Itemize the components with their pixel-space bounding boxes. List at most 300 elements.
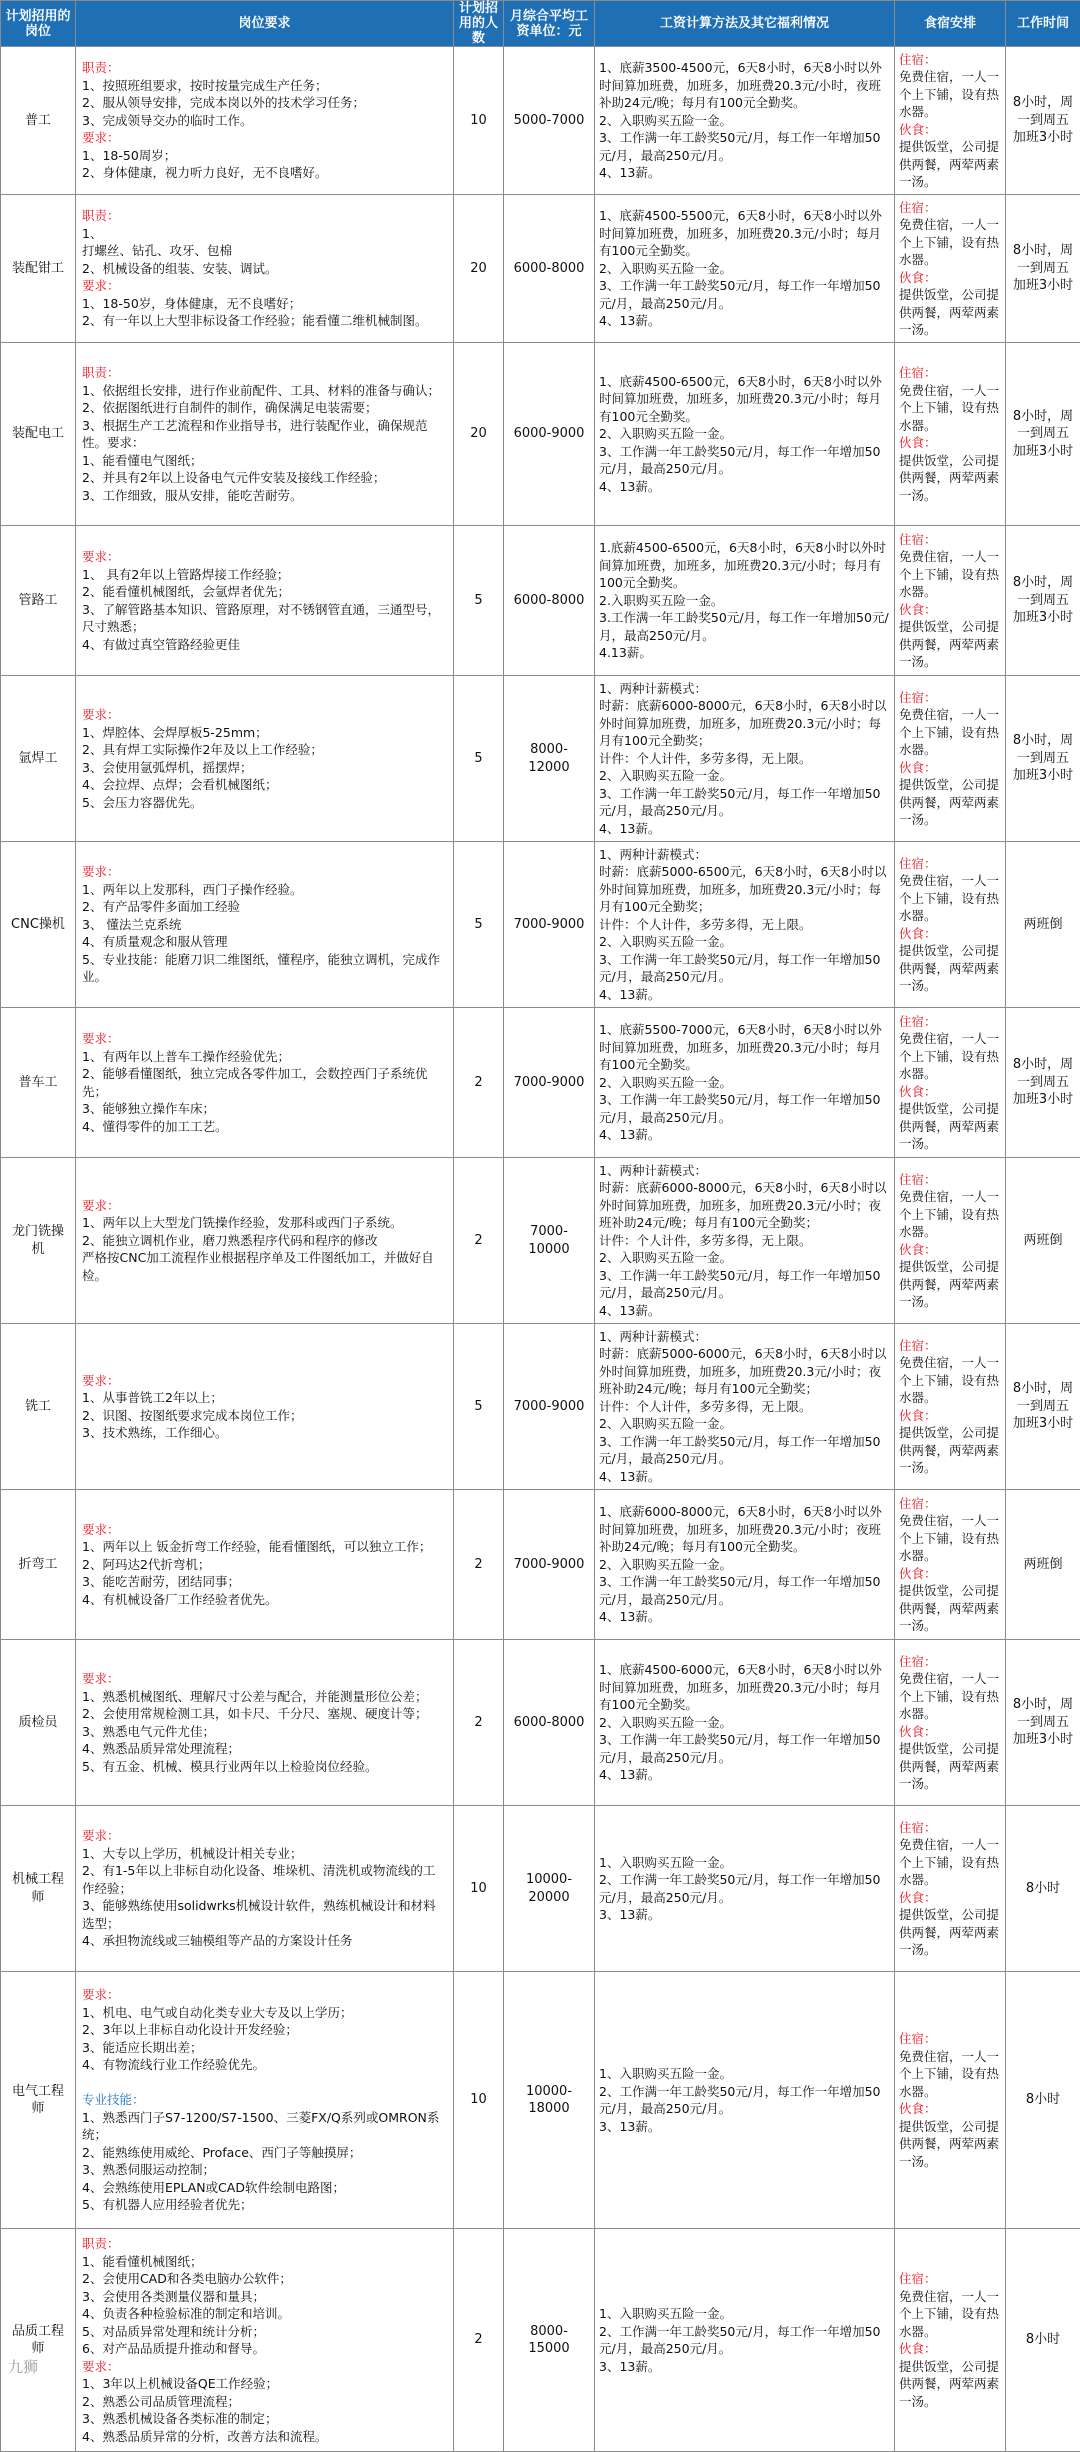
pay-line: 时薪：底薪6000-8000元，6天8小时，6天8小时以外时间算加班费，加班多，加班费20.3元/小时；每月有100元全勤奖；	[599, 697, 890, 750]
pay-line: 2.入职购买五险一金。	[599, 592, 890, 610]
work-hours-cell: 8小时，周一到周五加班3小时	[1006, 1324, 1080, 1490]
requirement-line: 要求：	[82, 1827, 447, 1845]
requirement-line: 要求：	[82, 2358, 447, 2376]
requirements-cell	[76, 1972, 454, 2229]
salary-cell: 10000-18000	[504, 1972, 595, 2229]
requirement-line: 3、技术熟练，工作细心。	[82, 1424, 447, 1442]
table-row	[1, 1972, 1080, 2229]
position-cell: 装配钳工	[1, 195, 76, 343]
pay-line: 2、入职购买五险一金。	[599, 425, 890, 443]
requirement-line: 1、	[82, 225, 447, 243]
board-line: 伙食：	[899, 925, 1001, 943]
pay-benefits-cell	[595, 1158, 895, 1324]
position-cell: 质检员	[1, 1640, 76, 1806]
requirement-line: 2、机械设备的组装、安装、调试。	[82, 260, 447, 278]
pay-line: 3、工作满一年工龄奖50元/月，每工作一年增加50元/月，最高250元/月。	[599, 1573, 890, 1608]
requirement-line: 4、有物流线行业工作经验优先。	[82, 2056, 447, 2074]
position-cell: 氩焊工	[1, 676, 76, 842]
requirement-line: 要求：	[82, 548, 447, 566]
requirement-line: 4、懂得零件的加工工艺。	[82, 1118, 447, 1136]
requirements-cell	[76, 1640, 454, 1806]
requirement-line: 3、完成领导交办的临时工作。	[82, 112, 447, 130]
salary-cell: 6000-8000	[504, 195, 595, 343]
pay-line: 1、两种计薪模式：	[599, 680, 890, 698]
pay-line: 2、入职购买五险一金。	[599, 1249, 890, 1267]
board-line: 伙食：	[899, 434, 1001, 452]
pay-line: 3、工作满一年工龄奖50元/月，每工作一年增加50元/月，最高250元/月。	[599, 1091, 890, 1126]
requirement-line: 3、了解管路基本知识、管路原理，对不锈钢管直通，三通型号，尺寸熟悉；	[82, 601, 447, 636]
board-lodging-cell	[895, 2229, 1006, 2452]
requirement-line: 1、两年以上 钣金折弯工作经验，能看懂图纸，可以独立工作；	[82, 1538, 447, 1556]
pay-line: 3、工作满一年工龄奖50元/月，每工作一年增加50元/月，最高250元/月。	[599, 1731, 890, 1766]
board-line: 伙食：	[899, 1889, 1001, 1907]
requirement-line: 4、熟悉品质异常的分析，改善方法和流程。	[82, 2428, 447, 2446]
table-row	[1, 2229, 1080, 2452]
requirement-line: 2、能看懂机械图纸，会氩焊者优先；	[82, 583, 447, 601]
pay-benefits-cell	[595, 1490, 895, 1640]
requirement-line: 1、两年以上大型龙门铣操作经验，发那科或西门子系统。	[82, 1214, 447, 1232]
board-line: 免费住宿，一人一个上下铺，设有热水器。	[899, 1836, 1001, 1889]
board-line: 伙食：	[899, 2340, 1001, 2358]
requirement-line: 1、焊腔体、会焊厚板5-25mm；	[82, 724, 447, 742]
requirement-line: 职责：	[82, 59, 447, 77]
headcount-cell: 5	[454, 1324, 504, 1490]
pay-line: 2、入职购买五险一金。	[599, 260, 890, 278]
table-row	[1, 842, 1080, 1008]
board-line: 提供饭堂，公司提供两餐，两荤两素一汤。	[899, 1258, 1001, 1311]
pay-line: 3、工作满一年工龄奖50元/月，每工作一年增加50元/月，最高250元/月。	[599, 1433, 890, 1468]
position-cell: 管路工	[1, 526, 76, 676]
pay-line: 1、底薪6000-8000元，6天8小时，6天8小时以外时间算加班费，加班多，加班费20.3元/小时；夜班补助24元/晚；每月有100元全勤奖。	[599, 1503, 890, 1556]
board-line: 免费住宿，一人一个上下铺，设有热水器。	[899, 706, 1001, 759]
requirement-line: 1、熟悉西门子S7-1200/S7-1500、三菱FX/Q系列或OMRON系统；	[82, 2109, 447, 2144]
board-line: 住宿：	[899, 1013, 1001, 1031]
requirement-line: 1、机电、电气或自动化类专业大专及以上学历；	[82, 2004, 447, 2022]
requirement-line: 要求：	[82, 1670, 447, 1688]
requirement-line: 2、并具有2年以上设备电气元件安装及接线工作经验；	[82, 469, 447, 487]
board-line: 住宿：	[899, 1653, 1001, 1671]
pay-line: 4、13薪。	[599, 1608, 890, 1626]
pay-line: 3、13薪。	[599, 1906, 890, 1924]
requirement-line: 5、专业技能：能磨刀识二维图纸，懂程序，能独立调机，完成作业。	[82, 951, 447, 986]
requirement-line: 3、熟悉电气元件尤佳；	[82, 1723, 447, 1741]
requirement-line: 4、有机械设备厂工作经验者优先。	[82, 1591, 447, 1609]
headcount-cell: 2	[454, 1008, 504, 1158]
board-line: 伙食：	[899, 1407, 1001, 1425]
pay-line: 4、13薪。	[599, 312, 890, 330]
requirement-line: 3、工作细致，服从安排，能吃苦耐劳。	[82, 487, 447, 505]
table-row	[1, 195, 1080, 343]
board-line: 住宿：	[899, 689, 1001, 707]
pay-line: 2、入职购买五险一金。	[599, 933, 890, 951]
requirements-cell	[76, 195, 454, 343]
position-cell: 电气工程师	[1, 1972, 76, 2229]
requirement-line	[82, 2074, 447, 2092]
board-line: 提供饭堂，公司提供两餐，两荤两素一汤。	[899, 286, 1001, 339]
board-lodging-cell	[895, 1640, 1006, 1806]
pay-line: 3、13薪。	[599, 2118, 890, 2136]
requirements-cell	[76, 842, 454, 1008]
board-line: 伙食：	[899, 2100, 1001, 2118]
requirement-line: 1、3年以上机械设备QE工作经验；	[82, 2375, 447, 2393]
work-hours-cell: 两班倒	[1006, 842, 1080, 1008]
requirement-line: 1、依据组长安排，进行作业前配件、工具、材料的准备与确认；	[82, 382, 447, 400]
table-row	[1, 676, 1080, 842]
requirement-line: 3、会使用氩弧焊机，摇摆焊；	[82, 759, 447, 777]
pay-line: 4、13薪。	[599, 164, 890, 182]
headcount-cell: 10	[454, 47, 504, 195]
salary-cell: 10000-20000	[504, 1806, 595, 1972]
pay-line: 1、入职购买五险一金。	[599, 2305, 890, 2323]
header-hours: 工作时间	[1006, 1, 1080, 47]
requirement-line: 2、身体健康，视力听力良好，无不良嗜好。	[82, 164, 447, 182]
pay-line: 3、工作满一年工龄奖50元/月，每工作一年增加50元/月，最高250元/月。	[599, 129, 890, 164]
board-lodging-cell	[895, 343, 1006, 526]
position-cell: 铣工	[1, 1324, 76, 1490]
header-row	[1, 1, 1080, 47]
requirement-line: 要求：	[82, 1521, 447, 1539]
pay-line: 1、底薪4500-6500元，6天8小时，6天8小时以外时间算加班费，加班多，加班费20.3元/小时；每月有100元全勤奖。	[599, 373, 890, 426]
header-position: 计划招用的岗位	[1, 1, 76, 47]
pay-line: 时薪：底薪6000-8000元，6天8小时，6天8小时以外时间算加班费，加班多，加班费20.3元/小时；夜班补助24元/晚；每月有100元全勤奖；	[599, 1179, 890, 1232]
board-line: 免费住宿，一人一个上下铺，设有热水器。	[899, 1670, 1001, 1723]
pay-benefits-cell	[595, 1008, 895, 1158]
board-line: 免费住宿，一人一个上下铺，设有热水器。	[899, 872, 1001, 925]
board-line: 伙食：	[899, 121, 1001, 139]
board-lodging-cell	[895, 195, 1006, 343]
board-lodging-cell	[895, 526, 1006, 676]
requirement-line: 1、熟悉机械图纸、理解尺寸公差与配合，并能测量形位公差；	[82, 1688, 447, 1706]
work-hours-cell: 8小时，周一到周五加班3小时	[1006, 1008, 1080, 1158]
pay-line: 3、13薪。	[599, 2358, 890, 2376]
requirement-line: 要求：	[82, 129, 447, 147]
requirement-line: 2、依据图纸进行自制件的制作，确保满足电装需要；	[82, 399, 447, 417]
pay-line: 1、底薪3500-4500元，6天8小时，6天8小时以外时间算加班费，加班多，加班费20.3元/小时，夜班补助24元/晚；每月有100元全勤奖。	[599, 59, 890, 112]
pay-line: 2、入职购买五险一金。	[599, 1556, 890, 1574]
board-line: 伙食：	[899, 759, 1001, 777]
board-line: 提供饭堂，公司提供两餐，两荤两素一汤。	[899, 776, 1001, 829]
pay-line: 4、13薪。	[599, 986, 890, 1004]
board-line: 住宿：	[899, 1171, 1001, 1189]
requirement-line: 要求：	[82, 1372, 447, 1390]
requirement-line: 要求：	[82, 277, 447, 295]
pay-line: 计件：个人计件，多劳多得，无上限。	[599, 1398, 890, 1416]
salary-cell: 7000-9000	[504, 1324, 595, 1490]
requirement-line: 要求：	[82, 1197, 447, 1215]
work-hours-cell: 两班倒	[1006, 1158, 1080, 1324]
requirements-cell	[76, 1806, 454, 1972]
requirement-line: 严格按CNC加工流程作业根据程序单及工件图纸加工，并做好自检。	[82, 1249, 447, 1284]
pay-benefits-cell	[595, 676, 895, 842]
work-hours-cell: 8小时，周一到周五加班3小时	[1006, 676, 1080, 842]
requirement-line: 1、两年以上发那科，西门子操作经验。	[82, 881, 447, 899]
pay-line: 4、13薪。	[599, 1126, 890, 1144]
requirement-line: 4、负责各种检验标准的制定和培训。	[82, 2305, 447, 2323]
position-cell: 普工	[1, 47, 76, 195]
salary-cell: 7000-9000	[504, 842, 595, 1008]
requirement-line: 5、会压力容器优先。	[82, 794, 447, 812]
salary-cell: 7000-10000	[504, 1158, 595, 1324]
headcount-cell: 2	[454, 1158, 504, 1324]
board-line: 住宿：	[899, 855, 1001, 873]
header-board: 食宿安排	[895, 1, 1006, 47]
requirement-line: 2、熟悉公司品质管理流程；	[82, 2393, 447, 2411]
work-hours-cell: 8小时，周一到周五加班3小时	[1006, 1640, 1080, 1806]
table-row	[1, 343, 1080, 526]
pay-line: 1.底薪4500-6500元，6天8小时，6天8小时以外时间算加班费，加班多，加班费20.3元/小时；每月有100元全勤奖。	[599, 539, 890, 592]
position-cell: 机械工程师	[1, 1806, 76, 1972]
board-line: 提供饭堂，公司提供两餐，两荤两素一汤。	[899, 1582, 1001, 1635]
salary-cell: 6000-8000	[504, 526, 595, 676]
board-line: 住宿：	[899, 1337, 1001, 1355]
table-row	[1, 526, 1080, 676]
board-lodging-cell	[895, 1324, 1006, 1490]
board-line: 住宿：	[899, 364, 1001, 382]
pay-line: 3、工作满一年工龄奖50元/月，每工作一年增加50元/月，最高250元/月。	[599, 785, 890, 820]
requirement-line: 3、能吃苦耐劳，团结同事；	[82, 1573, 447, 1591]
requirement-line: 2、会使用常规检测工具，如卡尺、千分尺、塞规、硬度计等；	[82, 1705, 447, 1723]
header-requirements: 岗位要求	[76, 1, 454, 47]
headcount-cell: 10	[454, 1806, 504, 1972]
board-lodging-cell	[895, 47, 1006, 195]
pay-line: 3.工作满一年工龄奖50元/月，每工作一年增加50元/月，最高250元/月。	[599, 609, 890, 644]
header-salary: 月综合平均工资单位：元	[504, 1, 595, 47]
pay-line: 时薪：底薪5000-6500元，6天8小时，6天8小时以外时间算加班费，加班多，加班费20.3元/小时；每月有100元全勤奖；	[599, 863, 890, 916]
work-hours-cell: 两班倒	[1006, 1490, 1080, 1640]
salary-cell: 5000-7000	[504, 47, 595, 195]
requirement-line: 要求：	[82, 863, 447, 881]
board-lodging-cell	[895, 1972, 1006, 2229]
requirement-line: 3、能适应长期出差；	[82, 2039, 447, 2057]
board-line: 免费住宿，一人一个上下铺，设有热水器。	[899, 382, 1001, 435]
pay-line: 时薪：底薪5000-6000元，6天8小时，6天8小时以外时间算加班费，加班多，加班费20.3元/小时；夜班补助24元/晚；每月有100元全勤奖；	[599, 1345, 890, 1398]
requirement-line: 3、根据生产工艺流程和作业指导书，进行装配作业，确保规范性。要求：	[82, 417, 447, 452]
requirements-cell	[76, 1490, 454, 1640]
table-row	[1, 1158, 1080, 1324]
board-line: 住宿：	[899, 1495, 1001, 1513]
pay-line: 3、工作满一年工龄奖50元/月，每工作一年增加50元/月，最高250元/月。	[599, 443, 890, 478]
pay-line: 2、入职购买五险一金。	[599, 767, 890, 785]
board-lodging-cell	[895, 1008, 1006, 1158]
position-cell: CNC操机	[1, 842, 76, 1008]
board-line: 住宿：	[899, 2270, 1001, 2288]
pay-line: 3、工作满一年工龄奖50元/月，每工作一年增加50元/月，最高250元/月。	[599, 951, 890, 986]
pay-line: 计件：个人计件，多劳多得，无上限。	[599, 1232, 890, 1250]
requirement-line: 要求：	[82, 1030, 447, 1048]
pay-line: 3、工作满一年工龄奖50元/月，每工作一年增加50元/月，最高250元/月。	[599, 277, 890, 312]
board-line: 免费住宿，一人一个上下铺，设有热水器。	[899, 216, 1001, 269]
requirement-line: 2、识图、按图纸要求完成本岗位工作；	[82, 1407, 447, 1425]
headcount-cell: 5	[454, 676, 504, 842]
requirement-line: 5、对品质异常处理和统计分析；	[82, 2323, 447, 2341]
requirement-line: 要求：	[82, 1986, 447, 2004]
requirement-line: 4、有做过真空管路经验更佳	[82, 636, 447, 654]
requirement-line: 1、18-50岁，身体健康，无不良嗜好；	[82, 295, 447, 313]
work-hours-cell: 8小时，周一到周五加班3小时	[1006, 47, 1080, 195]
requirement-line: 2、3年以上非标自动化设计开发经验；	[82, 2021, 447, 2039]
pay-benefits-cell	[595, 842, 895, 1008]
position-cell: 折弯工	[1, 1490, 76, 1640]
pay-line: 4、13薪。	[599, 1302, 890, 1320]
pay-line: 计件：个人计件，多劳多得，无上限。	[599, 916, 890, 934]
work-hours-cell: 8小时	[1006, 2229, 1080, 2452]
pay-benefits-cell	[595, 1972, 895, 2229]
headcount-cell: 5	[454, 526, 504, 676]
header-pay-benefits: 工资计算方法及其它福利情况	[595, 1, 895, 47]
board-line: 免费住宿，一人一个上下铺，设有热水器。	[899, 1030, 1001, 1083]
work-hours-cell: 8小时	[1006, 1972, 1080, 2229]
headcount-cell: 2	[454, 1640, 504, 1806]
pay-line: 4、13薪。	[599, 1766, 890, 1784]
requirement-line: 1、有两年以上普车工操作经验优先；	[82, 1048, 447, 1066]
pay-line: 2、入职购买五险一金。	[599, 112, 890, 130]
position-cell: 普车工	[1, 1008, 76, 1158]
requirement-line: 4、熟悉品质异常处理流程；	[82, 1740, 447, 1758]
pay-line: 4、13薪。	[599, 478, 890, 496]
board-lodging-cell	[895, 1158, 1006, 1324]
requirement-line: 3、能够熟练使用solidwrks机械设计软件，熟练机械设计和材料选型；	[82, 1897, 447, 1932]
requirements-cell	[76, 343, 454, 526]
board-line: 伙食：	[899, 601, 1001, 619]
pay-line: 1、底薪5500-7000元，6天8小时，6天8小时以外时间算加班费，加班多，加班费20.3元/小时；每月有100元全勤奖。	[599, 1021, 890, 1074]
board-lodging-cell	[895, 676, 1006, 842]
headcount-cell: 2	[454, 2229, 504, 2452]
requirement-line: 4、会熟练使用EPLAN或CAD软件绘制电路图；	[82, 2179, 447, 2197]
requirement-line: 1、18-50周岁；	[82, 147, 447, 165]
board-lodging-cell	[895, 842, 1006, 1008]
pay-line: 2、工作满一年工龄奖50元/月，每工作一年增加50元/月，最高250元/月。	[599, 2323, 890, 2358]
requirement-line: 2、能够看懂图纸，独立完成各零件加工，会数控西门子系统优先；	[82, 1065, 447, 1100]
salary-cell: 8000-15000	[504, 2229, 595, 2452]
pay-benefits-cell	[595, 47, 895, 195]
board-line: 住宿：	[899, 2030, 1001, 2048]
requirement-line: 1、 具有2年以上管路焊接工作经验；	[82, 566, 447, 584]
board-line: 免费住宿，一人一个上下铺，设有热水器。	[899, 2048, 1001, 2101]
board-line: 提供饭堂，公司提供两餐，两荤两素一汤。	[899, 618, 1001, 671]
pay-line: 4、13薪。	[599, 1468, 890, 1486]
salary-cell: 6000-8000	[504, 1640, 595, 1806]
work-hours-cell: 8小时，周一到周五加班3小时	[1006, 526, 1080, 676]
board-line: 提供饭堂，公司提供两餐，两荤两素一汤。	[899, 942, 1001, 995]
board-line: 住宿：	[899, 51, 1001, 69]
salary-cell: 7000-9000	[504, 1490, 595, 1640]
board-line: 提供饭堂，公司提供两餐，两荤两素一汤。	[899, 1740, 1001, 1793]
board-line: 提供饭堂，公司提供两餐，两荤两素一汤。	[899, 1906, 1001, 1959]
table-row	[1, 1640, 1080, 1806]
requirement-line: 6、对产品品质提升推动和督导。	[82, 2340, 447, 2358]
pay-line: 1、底薪4500-6000元，6天8小时，6天8小时以外时间算加班费，加班多，加班费20.3元/小时；每月有100元全勤奖。	[599, 1661, 890, 1714]
board-line: 免费住宿，一人一个上下铺，设有热水器。	[899, 1512, 1001, 1565]
requirement-line: 2、服从领导安排，完成本岗以外的技术学习任务；	[82, 94, 447, 112]
pay-benefits-cell	[595, 1324, 895, 1490]
requirement-line: 2、阿玛达2代折弯机；	[82, 1556, 447, 1574]
board-line: 伙食：	[899, 1083, 1001, 1101]
pay-benefits-cell	[595, 1806, 895, 1972]
headcount-cell: 20	[454, 195, 504, 343]
pay-line: 4、13薪。	[599, 820, 890, 838]
watermark: 九狮	[8, 2356, 38, 2377]
requirement-line: 专业技能：	[82, 2091, 447, 2109]
headcount-cell: 2	[454, 1490, 504, 1640]
board-line: 住宿：	[899, 1819, 1001, 1837]
board-line: 提供饭堂，公司提供两餐，两荤两素一汤。	[899, 138, 1001, 191]
board-line: 伙食：	[899, 1241, 1001, 1259]
requirement-line: 2、具有焊工实际操作2年及以上工作经验；	[82, 741, 447, 759]
requirements-cell	[76, 47, 454, 195]
pay-line: 3、工作满一年工龄奖50元/月，每工作一年增加50元/月，最高250元/月。	[599, 1267, 890, 1302]
headcount-cell: 5	[454, 842, 504, 1008]
position-cell: 装配电工	[1, 343, 76, 526]
pay-benefits-cell	[595, 2229, 895, 2452]
pay-line: 4.13薪。	[599, 644, 890, 662]
requirement-line: 2、有1-5年以上非标自动化设备、堆垛机、清洗机或物流线的工作经验；	[82, 1862, 447, 1897]
requirement-line: 4、承担物流线或三轴模组等产品的方案设计任务	[82, 1932, 447, 1950]
requirement-line: 1、大专以上学历，机械设计相关专业；	[82, 1845, 447, 1863]
requirements-cell	[76, 2229, 454, 2452]
board-line: 提供饭堂，公司提供两餐，两荤两素一汤。	[899, 1424, 1001, 1477]
requirement-line: 3、会使用各类测量仪器和量具；	[82, 2288, 447, 2306]
work-hours-cell: 8小时	[1006, 1806, 1080, 1972]
requirement-line: 职责：	[82, 2235, 447, 2253]
board-lodging-cell	[895, 1490, 1006, 1640]
requirement-line: 3、 懂法兰克系统	[82, 916, 447, 934]
requirement-line: 打螺丝、钻孔、攻牙、包棉	[82, 242, 447, 260]
headcount-cell: 10	[454, 1972, 504, 2229]
requirement-line: 2、能熟练使用威纶、Proface、西门子等触摸屏；	[82, 2144, 447, 2162]
board-line: 伙食：	[899, 1565, 1001, 1583]
requirement-line: 2、能独立调机作业，磨刀熟悉程序代码和程序的修改	[82, 1232, 447, 1250]
requirements-cell	[76, 526, 454, 676]
board-line: 住宿：	[899, 531, 1001, 549]
board-line: 免费住宿，一人一个上下铺，设有热水器。	[899, 548, 1001, 601]
pay-line: 1、两种计薪模式：	[599, 1328, 890, 1346]
requirement-line: 5、有五金、机械、模具行业两年以上检验岗位经验。	[82, 1758, 447, 1776]
requirement-line: 职责：	[82, 207, 447, 225]
table-row	[1, 1490, 1080, 1640]
header-count: 计划招用的人数	[454, 1, 504, 47]
pay-benefits-cell	[595, 1640, 895, 1806]
board-line: 提供饭堂，公司提供两餐，两荤两素一汤。	[899, 1100, 1001, 1153]
requirement-line: 2、有一年以上大型非标设备工作经验；能看懂二维机械制图。	[82, 312, 447, 330]
board-line: 免费住宿，一人一个上下铺，设有热水器。	[899, 68, 1001, 121]
requirement-line: 2、有产品零件多面加工经验	[82, 898, 447, 916]
board-line: 伙食：	[899, 269, 1001, 287]
pay-line: 计件：个人计件，多劳多得，无上限。	[599, 750, 890, 768]
pay-line: 1、底薪4500-5500元，6天8小时，6天8小时以外时间算加班费，加班多，加班费20.3元/小时；每月有100元全勤奖。	[599, 207, 890, 260]
requirement-line: 4、有质量观念和服从管理	[82, 933, 447, 951]
position-cell: 龙门铣操机	[1, 1158, 76, 1324]
pay-line: 2、入职购买五险一金。	[599, 1714, 890, 1732]
pay-line: 2、入职购买五险一金。	[599, 1415, 890, 1433]
requirements-cell	[76, 1324, 454, 1490]
pay-line: 2、工作满一年工龄奖50元/月，每工作一年增加50元/月，最高250元/月。	[599, 1871, 890, 1906]
board-line: 免费住宿，一人一个上下铺，设有热水器。	[899, 2288, 1001, 2341]
headcount-cell: 20	[454, 343, 504, 526]
requirement-line: 3、熟悉伺服运动控制；	[82, 2161, 447, 2179]
table-row	[1, 47, 1080, 195]
requirement-line: 1、按照班组要求，按时按量完成生产任务；	[82, 77, 447, 95]
work-hours-cell: 8小时，周一到周五加班3小时	[1006, 343, 1080, 526]
pay-benefits-cell	[595, 526, 895, 676]
requirement-line: 3、熟悉机械设备各类标准的制定；	[82, 2410, 447, 2428]
table-row	[1, 1324, 1080, 1490]
board-line: 免费住宿，一人一个上下铺，设有热水器。	[899, 1354, 1001, 1407]
requirements-cell	[76, 1158, 454, 1324]
board-line: 提供饭堂，公司提供两餐，两荤两素一汤。	[899, 452, 1001, 505]
table-row	[1, 1008, 1080, 1158]
requirement-line: 1、能看懂机械图纸；	[82, 2253, 447, 2271]
requirement-line: 要求：	[82, 706, 447, 724]
